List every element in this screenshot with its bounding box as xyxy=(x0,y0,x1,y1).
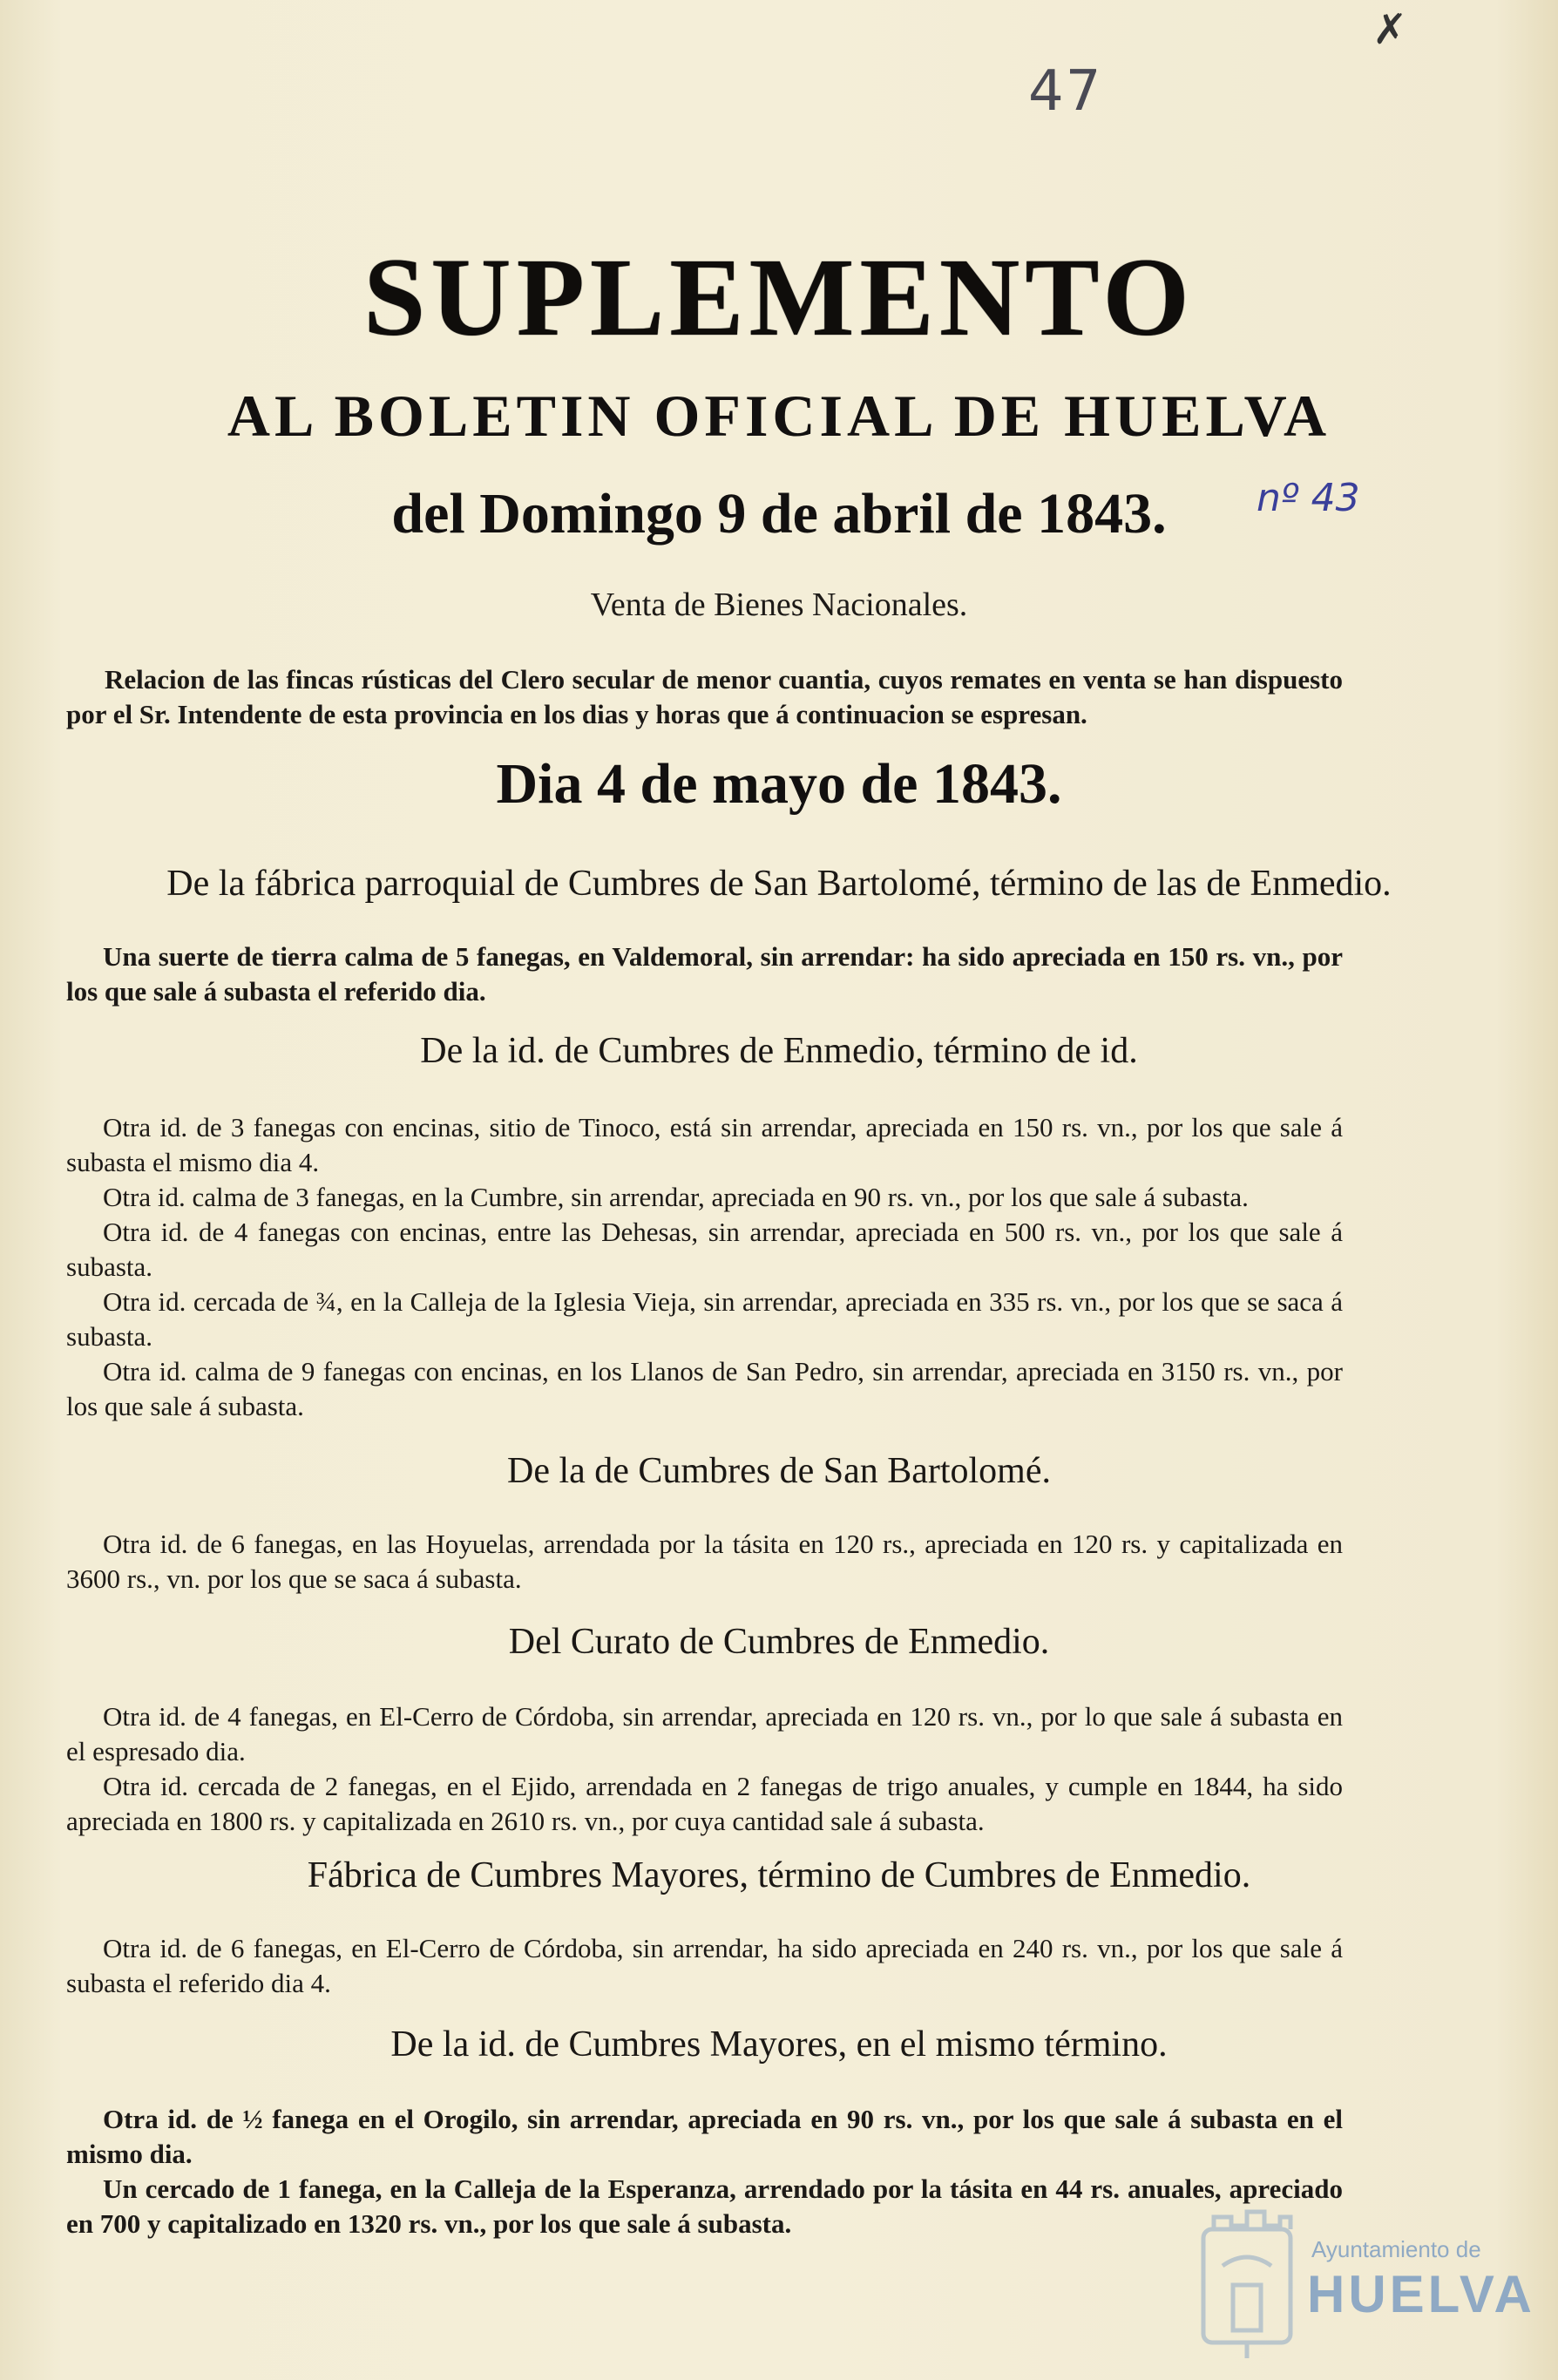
list-item: Otra id. calma de 3 fanegas, en la Cumbre, sin arrendar, apreciada en 90 rs. vn., por los que sale á subasta. xyxy=(103,1182,1249,1212)
section-heading: De la id. de Cumbres de Enmedio, término de id. xyxy=(420,1031,1138,1071)
list-item: Otra id. calma de 9 fanegas con encinas, en los Llanos de San Pedro, sin arrendar, apreciada en 3150 rs. vn., por los que sale á subasta. xyxy=(66,1356,1343,1421)
list-item: Otra id. cercada de 2 fanegas, en el Ejido, arrendada en 2 fanegas de trigo anuales, y cumple en 1844, ha sido apreciada en 1800 rs. y capitalizada en 2610 rs. vn., por cuya cantidad sale á subasta. xyxy=(66,1771,1343,1836)
list-item: Otra id. cercada de ¾, en la Calleja de la Iglesia Vieja, sin arrendar, apreciada en 335 rs. vn., por los que se saca á subasta. xyxy=(66,1286,1343,1352)
list-item: Otra id. de ½ fanega en el Orogilo, sin arrendar, apreciada en 90 rs. vn., por los que sale á subasta en el mismo dia. xyxy=(66,2104,1343,2169)
section-body xyxy=(66,939,1343,1009)
list-item: Una suerte de tierra calma de 5 fanegas, en Valdemoral, sin arrendar: ha sido apreciada en 150 rs. vn., por los que sale á subasta el referido dia. xyxy=(66,941,1343,1007)
section-heading: De la fábrica parroquial de Cumbres de San Bartolomé, término de las de Enmedio. xyxy=(166,864,1392,904)
list-item: Otra id. de 6 fanegas, en las Hoyuelas, arrendada por la tásita en 120 rs., apreciada en 120 rs. y capitalizada en 3600 rs., vn. por los que se saca á subasta. xyxy=(66,1529,1343,1594)
section-heading: De la id. de Cumbres Mayores, en el mismo término. xyxy=(390,2024,1168,2065)
document-title: SUPLEMENTO xyxy=(363,235,1195,359)
list-item: Otra id. de 4 fanegas con encinas, entre las Dehesas, sin arrendar, apreciada en 500 rs. vn., por los que sale á subasta. xyxy=(66,1217,1343,1282)
list-item: Otra id. de 4 fanegas, en El-Cerro de Córdoba, sin arrendar, apreciada en 120 rs. vn., por lo que sale á subasta en el espresado dia. xyxy=(66,1701,1343,1766)
list-item: Otra id. de 6 fanegas, en El-Cerro de Córdoba, sin arrendar, ha sido apreciada en 240 rs. vn., por los que sale á subasta el referido dia 4. xyxy=(66,1933,1343,1998)
section-heading: De la de Cumbres de San Bartolomé. xyxy=(506,1451,1051,1491)
list-item: Otra id. de 3 fanegas con encinas, sitio de Tinoco, está sin arrendar, apreciada en 150 rs. vn., por los que sale á subasta el mismo dia 4. xyxy=(66,1112,1343,1177)
section-title: Venta de Bienes Nacionales. xyxy=(590,587,968,623)
section-heading: Fábrica de Cumbres Mayores, término de Cumbres de Enmedio. xyxy=(307,1855,1251,1895)
section-body xyxy=(66,1527,1343,1597)
handwritten-issue-number: nº 43 xyxy=(1257,476,1360,520)
section-body xyxy=(66,1699,1343,1839)
watermark-line-1: Ayuntamiento de xyxy=(1311,2236,1481,2262)
section-heading: Del Curato de Cumbres de Enmedio. xyxy=(508,1622,1050,1662)
document-subtitle: AL BOLETIN OFICIAL DE HUELVA xyxy=(227,383,1331,449)
day-heading: Dia 4 de mayo de 1843. xyxy=(496,752,1062,816)
issue-date: del Domingo 9 de abril de 1843. xyxy=(391,482,1167,546)
intro-paragraph: Relacion de las fincas rústicas del Clero secular de menor cuantia, cuyos remates en venta se han dispuesto por el Sr. Intendente de esta provincia en los dias y horas que á continuacion se espresan. xyxy=(66,664,1343,729)
section-body xyxy=(66,2102,1343,2241)
section-body xyxy=(66,1931,1343,2001)
handwritten-page-number: 47 xyxy=(1028,59,1103,124)
section-body xyxy=(66,1110,1343,1424)
watermark-line-2: HUELVA xyxy=(1307,2265,1535,2323)
handwritten-corner-mark: ✗ xyxy=(1372,5,1408,54)
list-item: Un cercado de 1 fanega, en la Calleja de la Esperanza, arrendado por la tásita en 44 rs. anuales, apreciado en 700 y capitalizado en 1320 rs. vn., por los que sale á subasta. xyxy=(66,2173,1343,2239)
